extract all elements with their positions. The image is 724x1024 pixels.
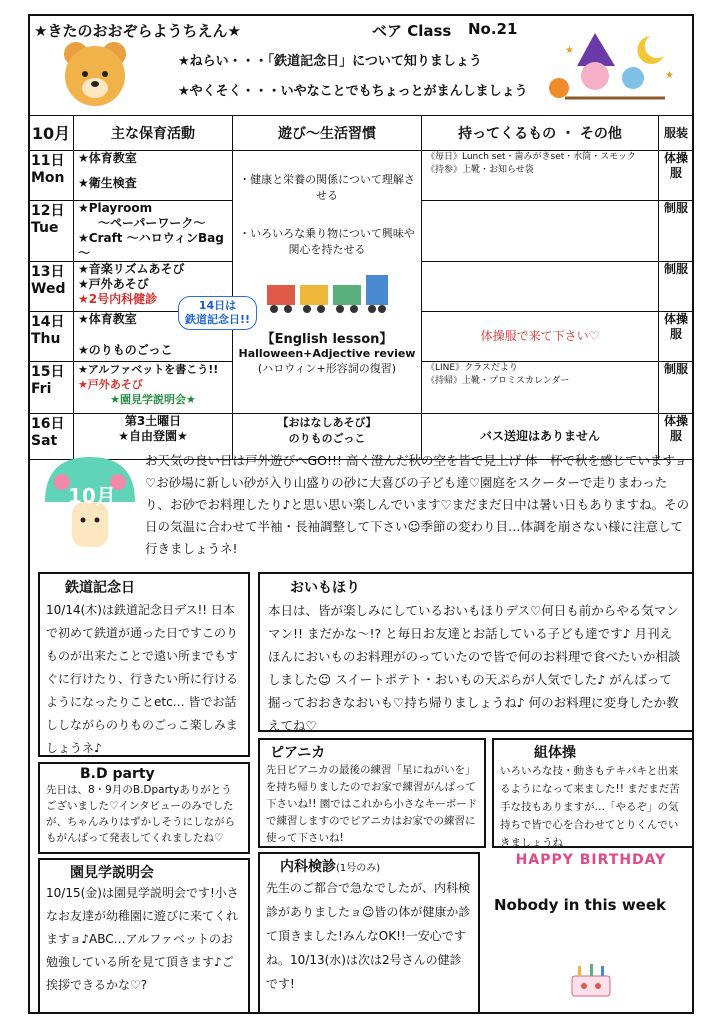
activity: 第3土曜日 xyxy=(124,414,182,428)
month-header: 10月 xyxy=(29,116,74,151)
play-header: 遊び～生活習慣 xyxy=(233,116,422,151)
activity: ★体育教室 xyxy=(78,312,137,326)
activity: ★戸外あそび xyxy=(78,277,149,291)
setsumei-text: 10/15(金)は園見学説明会です!小さなお友達が幼稚園に遊びに来てくれますョ♪ABC…アルファベットのお勉強している所を見て頂きます♪ご挨拶できるかな♡? xyxy=(46,886,239,992)
activity: ★園見学説明会★ xyxy=(110,393,196,406)
imo-title: おいもほり xyxy=(290,580,360,596)
bring-cell xyxy=(422,151,659,201)
activity: ～ペーパーワーク～ xyxy=(98,216,206,230)
class-label: ベア Class xyxy=(372,22,452,40)
imo-box xyxy=(258,572,694,732)
bubble-line: 14日は xyxy=(198,299,237,312)
day-of-week: Fri xyxy=(31,381,52,397)
issue-number: No.21 xyxy=(468,20,518,38)
kumi-title: 組体操 xyxy=(534,745,576,761)
railway-day-bubble xyxy=(178,296,257,330)
wear-header: 服装 xyxy=(659,116,694,151)
railway-title: 鉄道記念日 xyxy=(65,580,135,596)
bring-cell xyxy=(422,362,659,414)
naika-subtitle: (1号のみ) xyxy=(336,863,381,874)
bring-item: 《毎日》Lunch set・歯みがきset・水筒・スモック xyxy=(426,152,637,162)
activity: ★2号内科健診 xyxy=(78,292,158,306)
day-of-week: Tue xyxy=(31,220,59,236)
english-lesson-body: Halloween+Adjective review xyxy=(238,347,416,360)
naika-text: 先生のご都合で急なでしたが、内科検診がありましたョ☺皆の体が健康か診て頂きました!みんなOK!!一安心ですね。10/13(水)は次は2号さんの健診です! xyxy=(266,881,471,991)
naika-box xyxy=(258,852,480,1014)
goal-aim: ★ねらい・・・「鉄道記念日」について知りましょう xyxy=(178,54,482,69)
day-number: 15日 xyxy=(31,364,65,380)
month-badge: 10月 xyxy=(68,484,116,508)
birthday-text: Nobody in this week xyxy=(494,896,667,914)
kumi-box xyxy=(492,738,694,848)
wear-cell: 制服 xyxy=(659,201,694,262)
activity: ★Craft ～ハロウィンBag～ xyxy=(78,231,224,260)
bring-cell xyxy=(422,201,659,262)
train-illustration xyxy=(262,267,392,317)
bubble-line: 鉄道記念日!! xyxy=(185,313,251,326)
schedule-table xyxy=(28,115,694,460)
day-number: 16日 xyxy=(31,416,65,432)
bring-cell xyxy=(422,312,659,362)
pianica-title: ピアニカ xyxy=(270,745,326,761)
activity: ★のりものごっこ xyxy=(78,343,173,357)
wear-cell: 体操服 xyxy=(659,151,694,201)
bday-box xyxy=(38,762,250,854)
activity: ★衛生検査 xyxy=(78,176,137,190)
day-of-week: Thu xyxy=(31,331,61,347)
setsumei-title: 園見学説明会 xyxy=(70,865,154,881)
imo-text: 本日は、皆が楽しみにしているおいもほりデス♡何日も前からやる気マンマン!! まだかな〜!? と毎日お友達とお話している子ども達です♪ 月刊えほんにおいものお料理がのっていたので皆で何のお料理で食べたいか相談しました☺ スイートポテト・おいもの天ぷらが人気でした♪ がんばって掘っておおきなおいも♡持ち帰りましょうね♪ 何のお料理に変身したか教えてね♡ xyxy=(268,603,681,733)
wear-cell: 体操服 xyxy=(659,414,694,460)
day-of-week: Mon xyxy=(31,170,65,186)
bring-cell xyxy=(422,262,659,312)
day-of-week: Sat xyxy=(31,433,58,449)
bring-item: バス送迎はありません xyxy=(479,429,600,443)
pianica-box xyxy=(258,738,486,848)
day-number: 14日 xyxy=(31,314,65,330)
wear-cell: 制服 xyxy=(659,262,694,312)
intro-text: お天気の良い日は戸外遊びへGO!!! 高く澄んだ秋の空を皆で見上げ 体一杯で秋を感じていますョ♡お砂場に新しい砂が入り山盛りの砂に大喜びの子ども達♡園庭をスクーターで走りまわったり、お砂でお料理したり♪と思い思い楽しんでいます♡まだまだ日中は暑い日もありますね。その日の気温に合わせて半袖・長袖調整して下さい☺季節の変わり目…体調を崩さない様に注意して行きましょうネ! xyxy=(145,453,690,556)
activities-header: 主な保育活動 xyxy=(74,116,233,151)
bring-header: 持ってくるもの ・ その他 xyxy=(422,116,659,151)
svg-text:★: ★ xyxy=(565,45,574,56)
school-title: ★きたのおおぞらようちえん★ xyxy=(34,22,241,40)
activity: ★自由登園★ xyxy=(118,429,188,443)
birthday-title: HAPPY BIRTHDAY xyxy=(515,852,667,868)
bring-item: 《持参》上靴・お知らせ袋 xyxy=(426,165,534,175)
activity: ★アルファベットを書こう!! xyxy=(78,363,219,376)
activity: ★体育教室 xyxy=(78,151,137,165)
table-row xyxy=(29,151,694,201)
bring-item: 体操服で来て下さい♡ xyxy=(480,329,600,343)
bday-text: 先日は、8・9月のB.Dpartyありがとうございました♡インタビューのみでしたが、ちゃんみりはずかしそうにしながらもがんばって発表してくれましたね♡ xyxy=(46,784,235,844)
day-number: 13日 xyxy=(31,264,65,280)
osusume-body: のりものごっこ xyxy=(288,432,366,445)
naika-title: 内科検診 xyxy=(280,859,336,875)
goal-promise: ★やくそく・・・いやなことでもちょっとがまんしましょう xyxy=(178,84,528,99)
railway-text: 10/14(木)は鉄道記念日デス!! 日本で初めて鉄道が通った日ですこのりものが出来たことで遠い所までもすぐに行けたり、行きたい所に行けるようになったりことetc… 皆でお話ししながらのりものごっこ楽しみましょうネ♪ xyxy=(46,603,239,755)
play-item: ・いろいろな乗り物について興味や関心を持たせる xyxy=(239,227,415,256)
day-of-week: Wed xyxy=(31,281,66,297)
bring-item: 《持帰》上靴・プロミスカレンダー xyxy=(426,376,570,386)
bear-illustration xyxy=(60,38,130,108)
play-item: ・健康と栄養の関係について理解させる xyxy=(239,173,415,202)
kumi-text: いろいろな技・動きもテキパキと出来るようになって来ました!! まだまだ苦手な技もありますが…「やるぞ」の気持ちで皆で心を合わせてとりくんでいきましょうね xyxy=(500,765,680,849)
day-number: 11日 xyxy=(31,153,65,169)
birthday-area xyxy=(488,848,694,1014)
bday-title: B.D party xyxy=(80,766,155,782)
activity: ★戸外あそび xyxy=(78,378,143,391)
setsumei-box xyxy=(38,858,250,1014)
halloween-witch-illustration xyxy=(545,28,675,108)
bring-item: 《LINE》クラスだより xyxy=(426,363,518,373)
activity: ★音楽リズムあそび xyxy=(78,262,185,276)
pianica-text: 先日ピアニカの最後の練習「星にねがいを」を持ち帰りましたのでお家で練習がんばって下さいね!! 園ではこれから小さなキーボードで練習しますのでピアニカはお家での練習に使って下さいね! xyxy=(266,764,478,844)
play-cell xyxy=(233,151,422,414)
english-lesson-title: 【English lesson】 xyxy=(261,332,393,347)
english-lesson-sub: (ハロウィン+形容詞の復習) xyxy=(257,362,397,375)
wear-cell: 体操服 xyxy=(659,312,694,362)
activity: ★Playroom xyxy=(78,201,153,215)
svg-text:★: ★ xyxy=(665,70,674,81)
cake-illustration xyxy=(566,958,616,1003)
osusume-title: 【おはなしあそび】 xyxy=(277,416,377,429)
railway-box xyxy=(38,572,250,757)
wear-cell: 制服 xyxy=(659,362,694,414)
day-number: 12日 xyxy=(31,203,65,219)
